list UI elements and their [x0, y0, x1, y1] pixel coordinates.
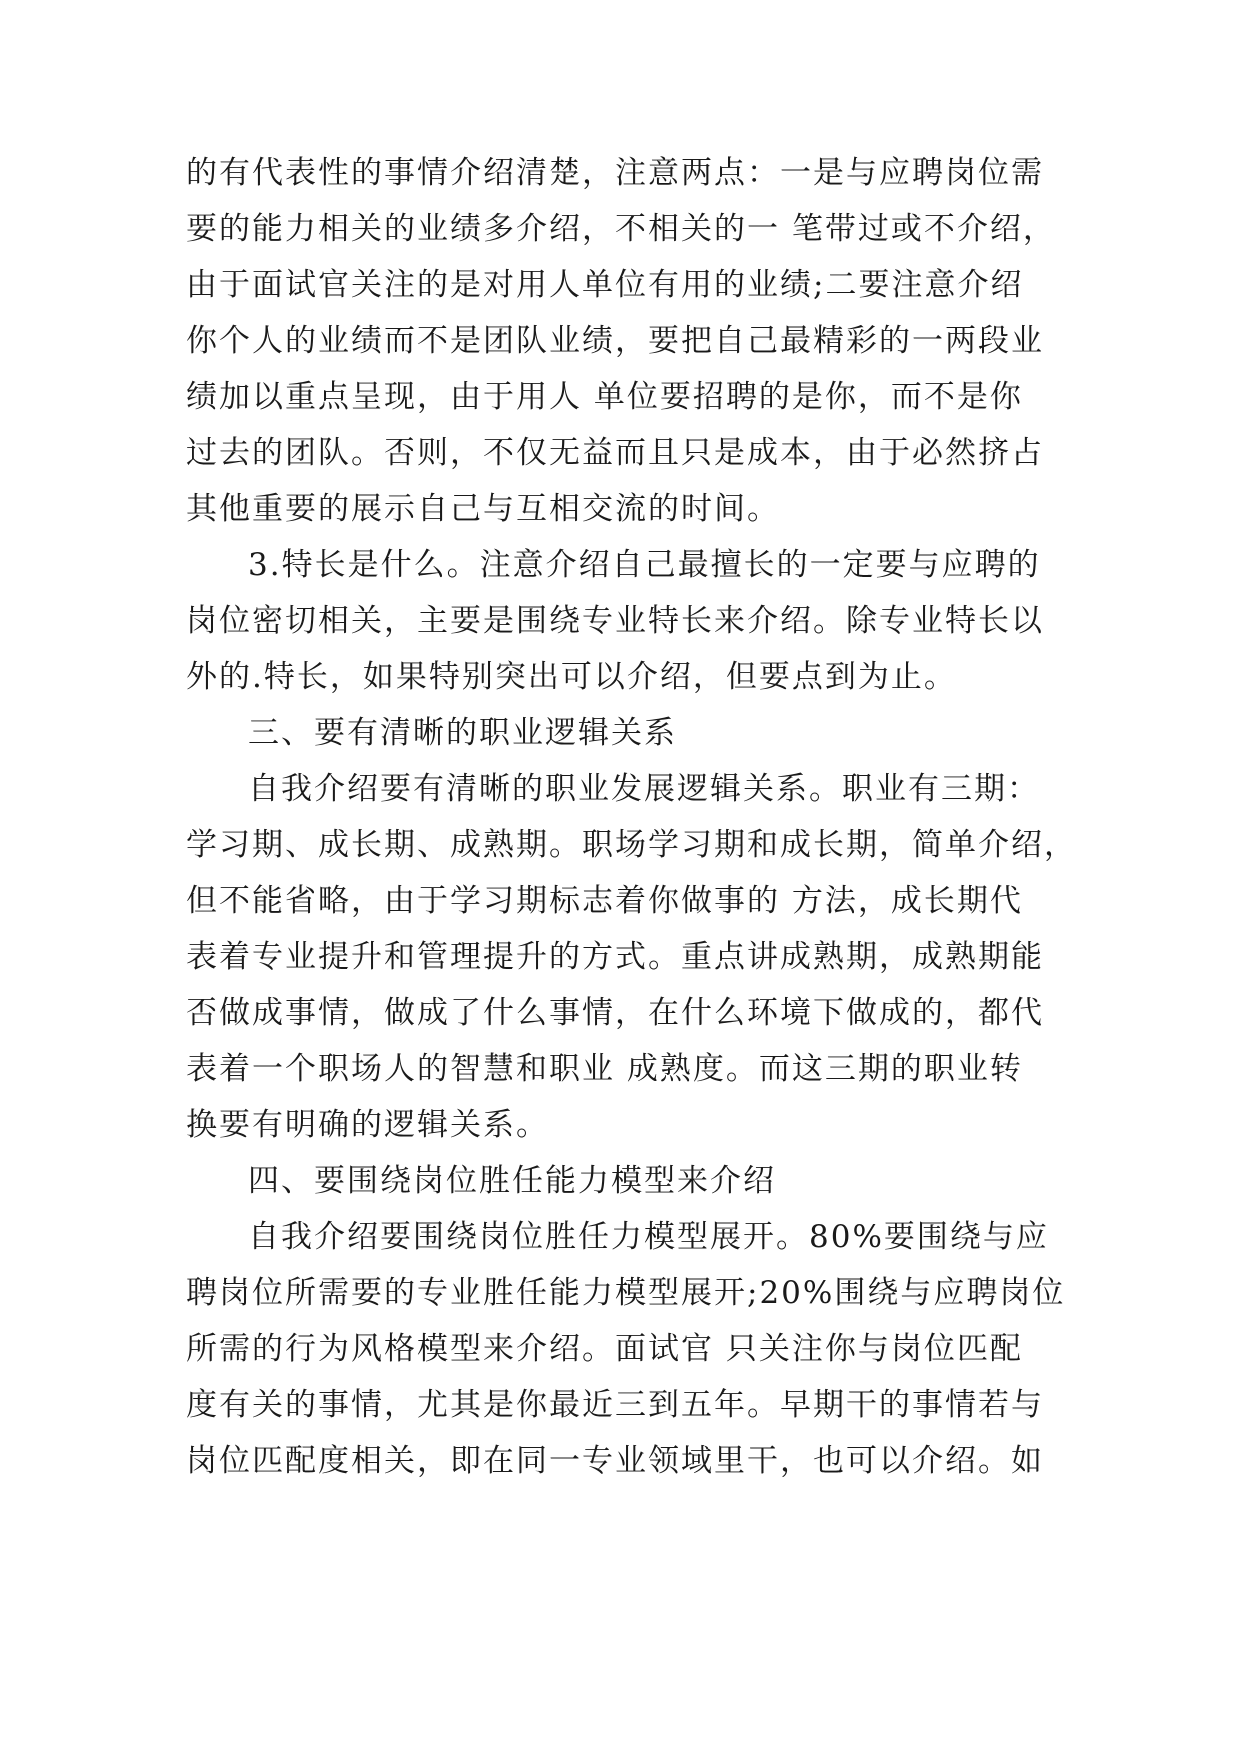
text-line: 岗位匹配度相关，即在同一专业领域里干，也可以介绍。如: [186, 1443, 1044, 1479]
text-line: 其他重要的展示自己与互相交流的时间。: [186, 491, 780, 527]
text-line: 岗位密切相关，主要是围绕专业特长来介绍。除专业特长以: [186, 603, 1044, 639]
text-line: 3.特长是什么。注意介绍自己最擅长的一定要与应聘的: [248, 547, 1041, 583]
text-line: 所需的行为风格模型来介绍。面试官 只关注你与岗位匹配: [186, 1331, 1023, 1367]
section-heading: 三、要有清晰的职业逻辑关系: [248, 715, 677, 751]
text-line: 但不能省略，由于学习期标志着你做事的 方法，成长期代: [186, 883, 1023, 919]
text-line: 的有代表性的事情介绍清楚，注意两点：一是与应聘岗位需: [186, 155, 1044, 191]
text-line: 聘岗位所需要的专业胜任能力模型展开;20%围绕与应聘岗位: [186, 1275, 1066, 1311]
text-line: 表着一个职场人的智慧和职业 成熟度。而这三期的职业转: [186, 1051, 1023, 1087]
text-line: 过去的团队。否则，不仅无益而且只是成本，由于必然挤占: [186, 435, 1044, 471]
text-line: 你个人的业绩而不是团队业绩，要把自己最精彩的一两段业: [186, 323, 1044, 359]
text-line: 绩加以重点呈现，由于用人 单位要招聘的是你，而不是你: [186, 379, 1023, 415]
text-line: 学习期、成长期、成熟期。职场学习期和成长期，简单介绍，: [186, 827, 1077, 863]
text-line: 否做成事情，做成了什么事情，在什么环境下做成的，都代: [186, 995, 1044, 1031]
text-line: 由于面试官关注的是对用人单位有用的业绩;二要注意介绍: [186, 267, 1024, 303]
section-heading: 四、要围绕岗位胜任能力模型来介绍: [248, 1163, 776, 1199]
text-line: 换要有明确的逻辑关系。: [186, 1107, 549, 1143]
text-line: 自我介绍要围绕岗位胜任力模型展开。80%要围绕与应: [248, 1219, 1049, 1255]
text-line: 要的能力相关的业绩多介绍，不相关的一 笔带过或不介绍，: [186, 211, 1056, 247]
text-line: 自我介绍要有清晰的职业发展逻辑关系。职业有三期：: [248, 771, 1040, 807]
text-line: 外的.特长，如果特别突出可以介绍，但要点到为止。: [186, 659, 957, 695]
text-line: 度有关的事情，尤其是你最近三到五年。早期干的事情若与: [186, 1387, 1044, 1423]
text-line: 表着专业提升和管理提升的方式。重点讲成熟期，成熟期能: [186, 939, 1044, 975]
